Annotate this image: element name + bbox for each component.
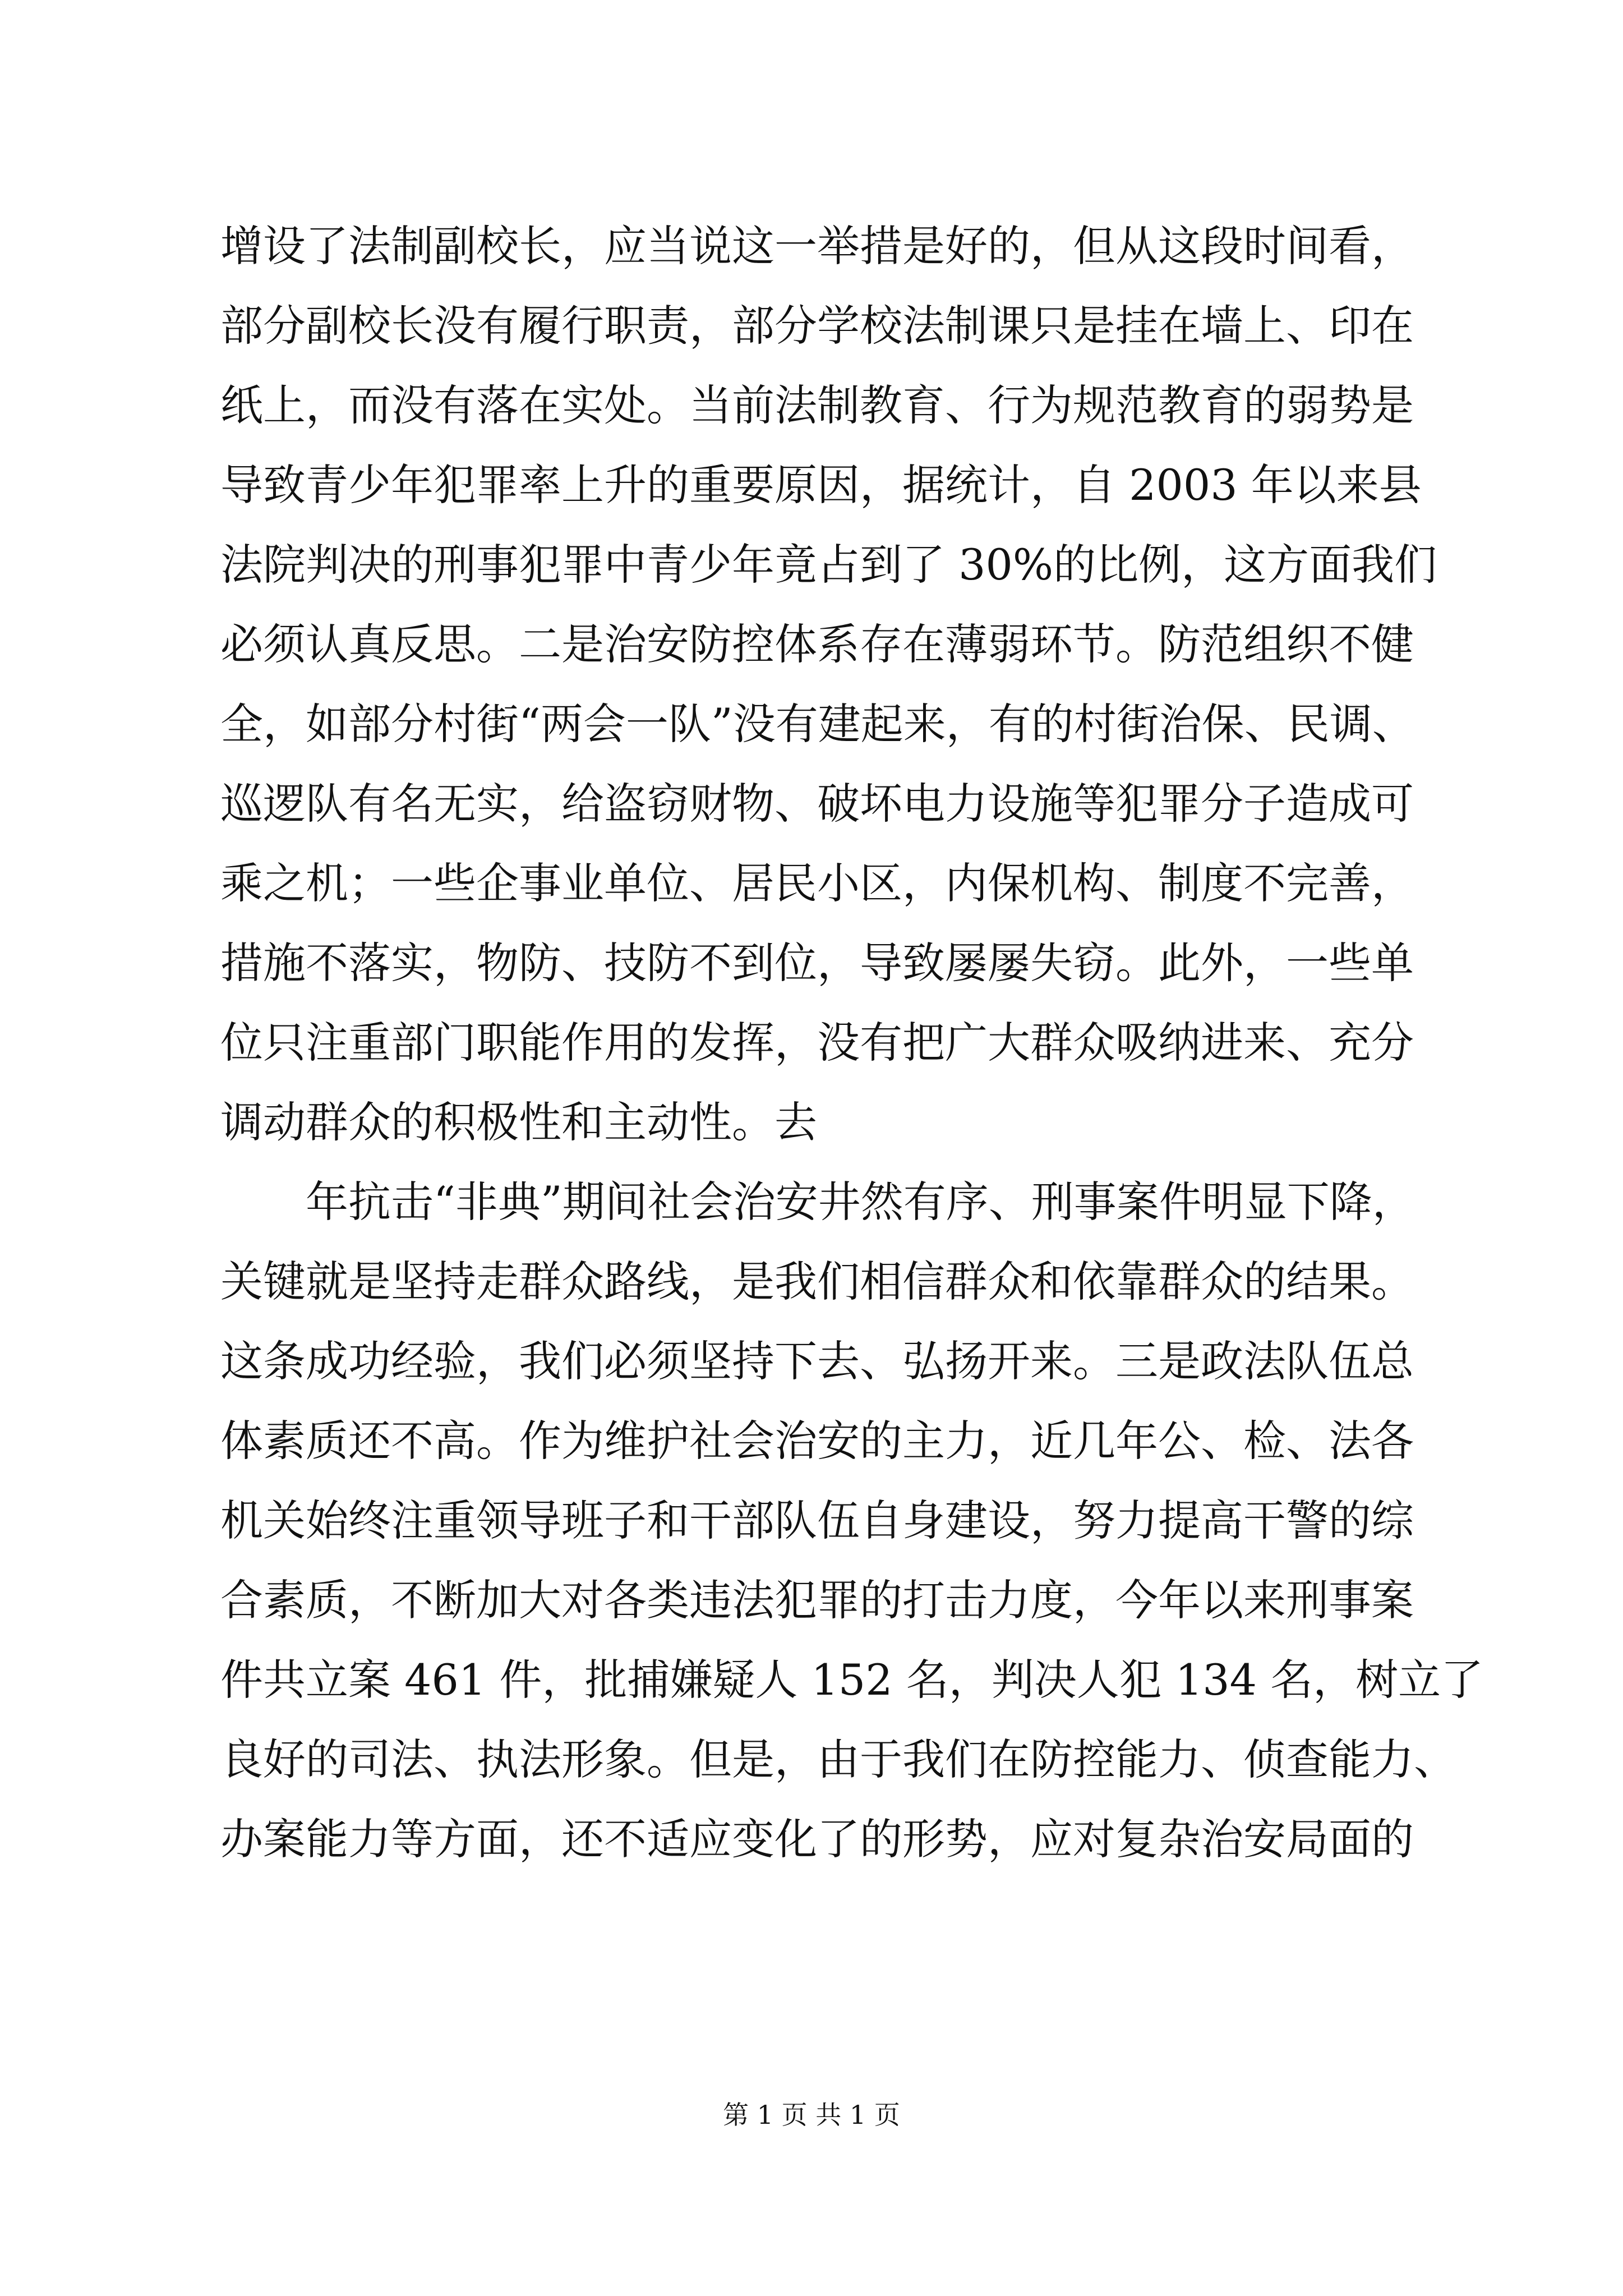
text-line: 法院判决的刑事犯罪中青少年竟占到了 30%的比例，这方面我们 — [220, 540, 1437, 590]
text-line: 这条成功经验，我们必须坚持下去、弘扬开来。三是政法队伍总 — [220, 1336, 1414, 1386]
text-line: 纸上，而没有落在实处。当前法制教育、行为规范教育的弱势是 — [220, 380, 1414, 430]
text-line: 位只注重部门职能作用的发挥，没有把广大群众吸纳进来、充分 — [220, 1018, 1414, 1068]
text-line: 良好的司法、执法形象。但是，由于我们在防控能力、侦查能力、 — [220, 1734, 1456, 1784]
text-line: 增设了法制副校长，应当说这一举措是好的，但从这段时间看， — [220, 221, 1414, 271]
text-line: 全，如部分村街“两会一队”没有建起来，有的村街治保、民调、 — [220, 699, 1415, 749]
text-line: 办案能力等方面，还不适应变化了的形势，应对复杂治安局面的 — [220, 1814, 1414, 1864]
text-line: 件共立案 461 件，批捕嫌疑人 152 名，判决人犯 134 名，树立了 — [220, 1655, 1484, 1705]
text-line: 措施不落实，物防、技防不到位，导致屡屡失窃。此外，一些单 — [220, 938, 1414, 988]
text-line: 调动群众的积极性和主动性。去 — [220, 1097, 817, 1147]
text-line: 乘之机；一些企事业单位、居民小区，内保机构、制度不完善， — [220, 858, 1414, 908]
text-line: 必须认真反思。二是治安防控体系存在薄弱环节。防范组织不健 — [220, 619, 1414, 669]
text-line: 合素质，不断加大对各类违法犯罪的打击力度，今年以来刑事案 — [220, 1575, 1414, 1625]
text-line: 关键就是坚持走群众路线，是我们相信群众和依靠群众的结果。 — [220, 1257, 1414, 1306]
text-line: 部分副校长没有履行职责，部分学校法制课只是挂在墙上、印在 — [220, 301, 1414, 351]
text-line: 导致青少年犯罪率上升的重要原因，据统计，自 2003 年以来县 — [220, 460, 1422, 510]
text-line: 体素质还不高。作为维护社会治安的主力，近几年公、检、法各 — [220, 1416, 1414, 1466]
body-text — [220, 206, 1484, 1879]
page-footer: 第 1 页 共 1 页 — [723, 2100, 900, 2130]
text-line: 巡逻队有名无实，给盗窃财物、破坏电力设施等犯罪分子造成可 — [220, 779, 1414, 829]
text-line: 年抗击“非典”期间社会治安井然有序、刑事案件明显下降， — [306, 1177, 1415, 1227]
text-line: 机关始终注重领导班子和干部队伍自身建设，努力提高干警的综 — [220, 1496, 1414, 1545]
